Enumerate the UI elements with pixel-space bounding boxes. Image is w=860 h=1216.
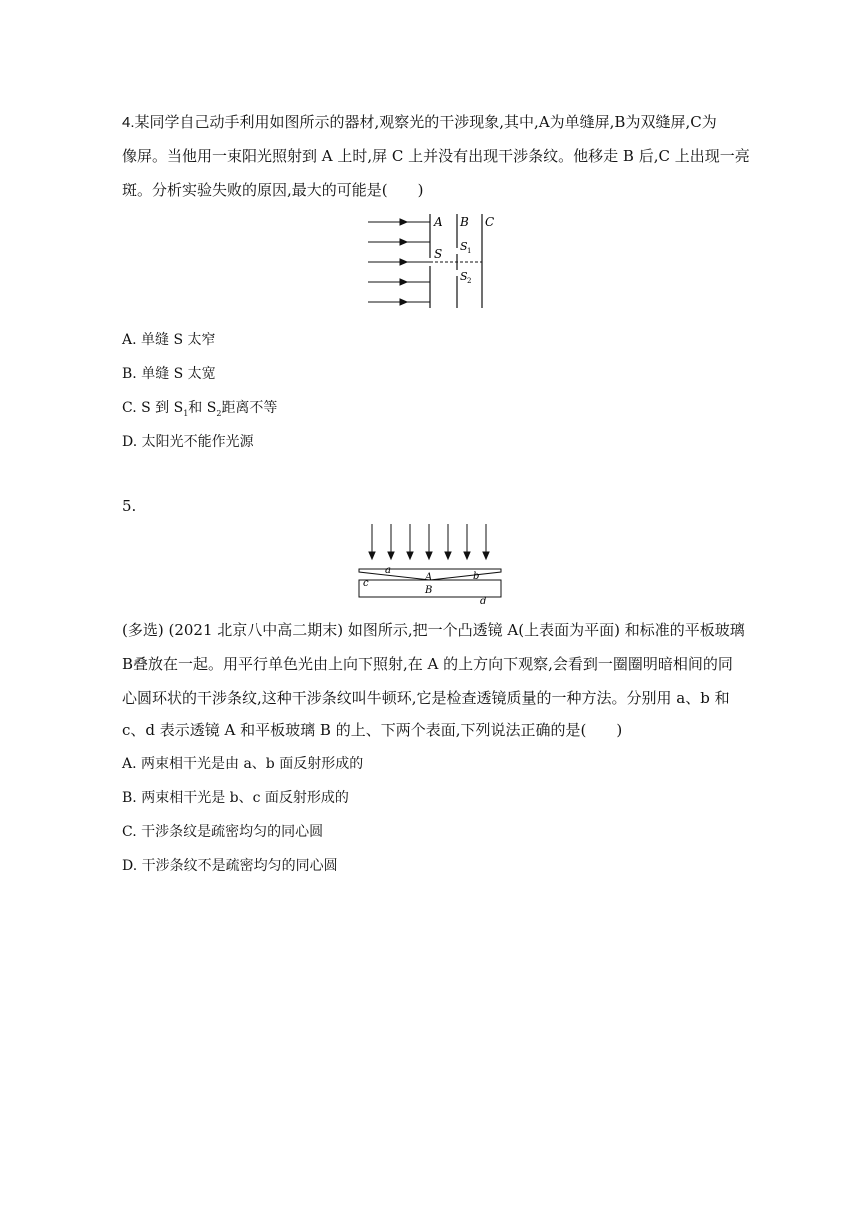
label-plate-b: B (425, 585, 433, 596)
double-slit-diagram (360, 210, 510, 310)
option-b[interactable]: B. 两束相干光是 b、c 面反射形成的 (122, 790, 349, 806)
label-b: B (460, 215, 469, 229)
label-lens-a: A (425, 572, 433, 583)
label-a: A (434, 215, 443, 229)
label-c: C (485, 215, 495, 229)
label-s2-sub: 2 (467, 277, 472, 285)
label-s1-sub: 1 (467, 247, 472, 255)
question-4-line-3: 斑。分析实验失败的原因,最大的可能是( ) (122, 181, 424, 199)
question-5-line-3: 心圆环状的干涉条纹,这种干涉条纹叫牛顿环,它是检查透镜质量的一种方法。分别用 a、b 和 (122, 689, 730, 707)
label-s2: S (460, 270, 468, 283)
option-a[interactable]: A. 单缝 S 太窄 (122, 332, 216, 348)
light-rays (369, 524, 489, 559)
question-number: 5. (122, 497, 137, 515)
question-4-line-2: 像屏。当他用一束阳光照射到 A 上时,屏 C 上并没有出现干涉条纹。他移走 B 后,C 上出现一亮 (122, 147, 750, 165)
question-5-line-2: B叠放在一起。用平行单色光由上向下照射,在 A 的上方向下观察,会看到一圈圈明暗相间的同 (122, 655, 733, 673)
newton-rings-diagram (355, 522, 505, 604)
label-s: S (434, 247, 443, 261)
option-b[interactable]: B. 单缝 S 太宽 (122, 366, 216, 382)
question-5-line-4: c、d 表示透镜 A 和平板玻璃 B 的上、下两个表面,下列说法正确的是( ) (122, 721, 623, 739)
light-rays (368, 219, 430, 305)
option-d[interactable]: D. 干涉条纹不是疏密均匀的同心圆 (122, 858, 338, 874)
option-c[interactable]: C. S 到 $S_1$和 $S_2$距离不等 (122, 400, 278, 418)
question-5-line-1: (多选) (2021 北京八中高二期末) 如图所示,把一个凸透镜 A(上表面为平面) 和标准的平板玻璃 (122, 621, 745, 639)
option-c[interactable]: C. 干涉条纹是疏密均匀的同心圆 (122, 824, 324, 840)
label-s1: S (460, 240, 468, 253)
label-a: a (385, 565, 391, 576)
option-a[interactable]: A. 两束相干光是由 a、b 面反射形成的 (122, 756, 364, 772)
label-d: d (480, 596, 487, 604)
option-d[interactable]: D. 太阳光不能作光源 (122, 434, 254, 450)
label-b: b (473, 571, 480, 582)
question-number: 4. (122, 114, 135, 131)
label-c: c (363, 578, 369, 589)
question-4-line-1: 4.某同学自己动手利用如图所示的器材,观察光的干涉现象,其中,A为单缝屏,B为双缝屏,C为 (122, 113, 717, 131)
